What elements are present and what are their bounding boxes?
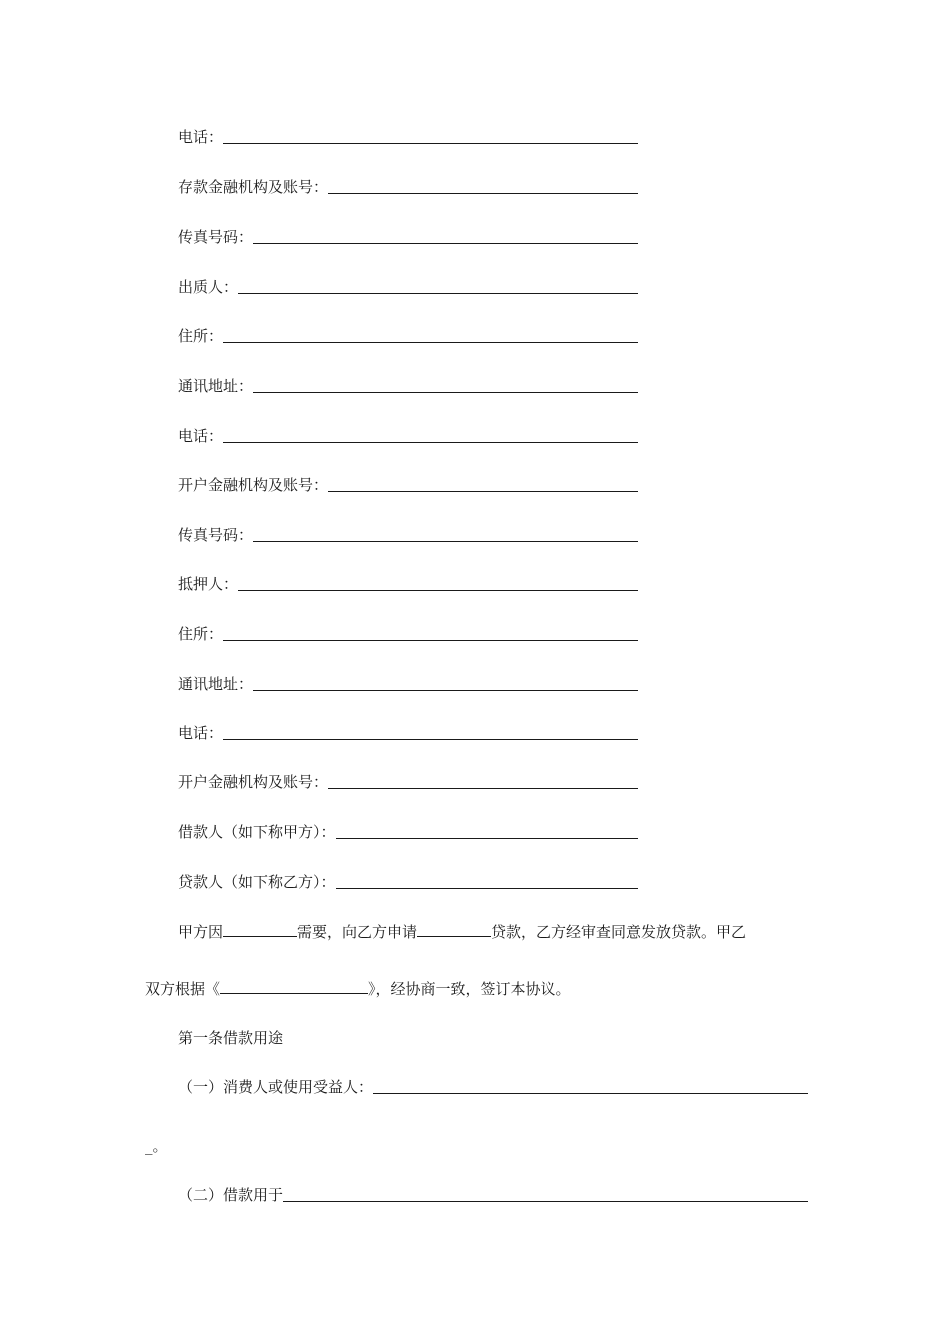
- intro-line-1: [178, 921, 746, 942]
- fill-in-blank[interactable]: [220, 978, 368, 994]
- fill-in-line[interactable]: [238, 573, 638, 591]
- intro-line-2: [145, 978, 571, 999]
- intro-text: 双方根据《: [145, 980, 221, 998]
- field-residence-1: [178, 324, 638, 346]
- fill-in-line[interactable]: [238, 276, 638, 294]
- fill-in-line[interactable]: [336, 821, 638, 839]
- field-label: 开户金融机构及账号：: [178, 476, 329, 494]
- intro-text: 贷款，乙方经审查同意发放贷款。甲乙: [491, 923, 747, 941]
- fill-in-line[interactable]: [373, 1076, 808, 1094]
- field-label: 出质人：: [178, 278, 239, 296]
- field-label: 电话：: [178, 427, 224, 445]
- fill-in-line[interactable]: [328, 474, 638, 492]
- field-label: 传真号码：: [178, 228, 254, 246]
- field-borrower: [178, 820, 638, 842]
- item-label: （一）消费人或使用受益人：: [178, 1078, 374, 1096]
- field-lender: [178, 870, 638, 892]
- field-label: 电话：: [178, 724, 224, 742]
- field-label: 电话：: [178, 128, 224, 146]
- field-label: 通讯地址：: [178, 675, 254, 693]
- fill-in-line[interactable]: [223, 325, 638, 343]
- field-label: 开户金融机构及账号：: [178, 773, 329, 791]
- field-residence-2: [178, 622, 638, 644]
- fill-in-line[interactable]: [253, 375, 638, 393]
- field-phone-1: [178, 125, 638, 147]
- field-fax-2: [178, 523, 638, 545]
- field-label: 借款人（如下称甲方）：: [178, 823, 336, 841]
- fill-in-line[interactable]: [253, 226, 638, 244]
- fill-in-line[interactable]: [283, 1184, 808, 1202]
- field-deposit-bank-account: [178, 175, 638, 197]
- article-item-2: [178, 1184, 808, 1205]
- intro-text: 》，经协商一致，签订本协议。: [368, 980, 571, 998]
- field-bank-account-1: [178, 473, 638, 495]
- item-1-continuation: _。: [145, 1137, 168, 1155]
- fill-in-line[interactable]: [336, 871, 638, 889]
- field-mortgagor: [178, 572, 638, 594]
- fill-in-blank[interactable]: [223, 921, 297, 937]
- field-label: 贷款人（如下称乙方）：: [178, 873, 336, 891]
- intro-text: 甲方因: [178, 923, 224, 941]
- article-title: 第一条借款用途: [178, 1029, 284, 1047]
- fill-in-line[interactable]: [253, 524, 638, 542]
- field-pledgor: [178, 275, 638, 297]
- field-mailing-address-2: [178, 672, 638, 694]
- fill-in-blank[interactable]: [417, 921, 491, 937]
- item-label: （二）借款用于: [178, 1186, 284, 1204]
- field-phone-2: [178, 424, 638, 446]
- field-phone-3: [178, 721, 638, 743]
- fill-in-line[interactable]: [253, 673, 638, 691]
- field-label: 通讯地址：: [178, 377, 254, 395]
- fill-in-line[interactable]: [223, 722, 638, 740]
- field-bank-account-2: [178, 770, 638, 792]
- field-label: 存款金融机构及账号：: [178, 178, 329, 196]
- fill-in-line[interactable]: [328, 176, 638, 194]
- article-item-1: [178, 1076, 808, 1097]
- fill-in-line[interactable]: [223, 126, 638, 144]
- fill-in-line[interactable]: [223, 425, 638, 443]
- fill-in-line[interactable]: [328, 771, 638, 789]
- field-label: 住所：: [178, 625, 224, 643]
- field-fax-1: [178, 225, 638, 247]
- intro-text: 需要，向乙方申请: [297, 923, 418, 941]
- field-label: 传真号码：: [178, 526, 254, 544]
- fill-in-line[interactable]: [223, 623, 638, 641]
- field-label: 住所：: [178, 327, 224, 345]
- field-label: 抵押人：: [178, 575, 239, 593]
- field-mailing-address-1: [178, 374, 638, 396]
